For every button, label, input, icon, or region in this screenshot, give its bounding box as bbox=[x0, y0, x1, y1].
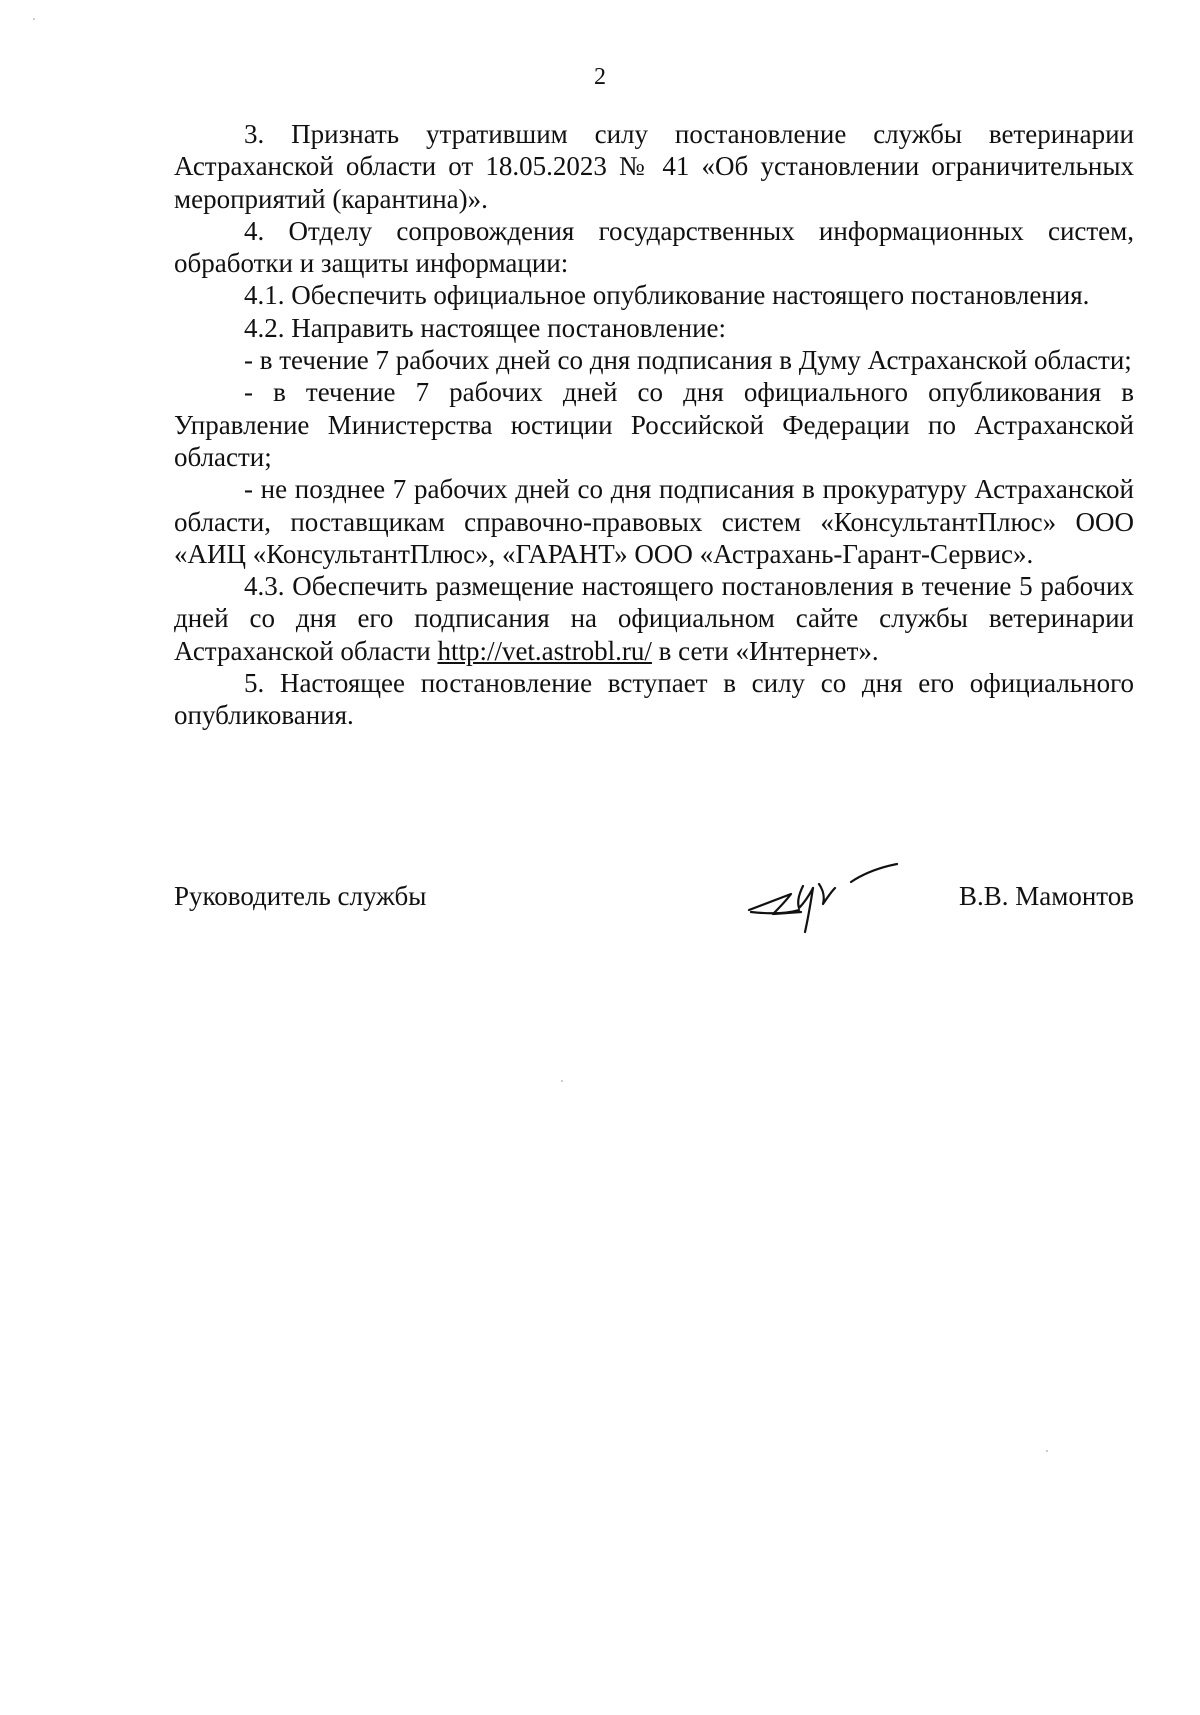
paragraph-4-3-text: 4.3. Обеспечить размещение настоящего постановления в течение 5 рабочих дней со дня его подписания на официальном сайте службы ветеринарии Астраханской области bbox=[174, 571, 1134, 666]
scan-speck bbox=[561, 1080, 563, 1082]
paragraph-4-3 bbox=[174, 570, 1134, 667]
website-link[interactable]: http://vet.astrobl.ru/ bbox=[437, 635, 652, 666]
paragraph-4-2-item-ministry: - в течение 7 рабочих дней со дня официального опубликования в Управление Министерства юстиции Российской Федерации по Астраханской области; bbox=[174, 377, 1134, 472]
scan-speck bbox=[1046, 1450, 1048, 1452]
paragraph-4-2-item-prosecutor: - не позднее 7 рабочих дней со дня подписания в прокуратуру Астраханской области, поставщикам справочно-правовых систем «КонсультантПлюс» ООО «АИЦ «КонсультантПлюс», «ГАРАНТ» ООО «Астрахань-Гарант-Сервис». bbox=[174, 474, 1134, 569]
paragraph-4-3-text-end: в сети «Интернет». bbox=[651, 635, 879, 666]
signature-block bbox=[174, 880, 1134, 960]
paragraph-4-2: 4.2. Направить настоящее постановление: bbox=[244, 312, 727, 343]
signatory-name: В.В. Мамонтов bbox=[959, 881, 1134, 911]
signatory-position: Руководитель службы bbox=[174, 881, 427, 911]
paragraph-3: 3. Признать утратившим силу постановление службы ветеринарии Астраханской области от 18.05.2023 № 41 «Об установлении ограничительных мероприятий (карантина)». bbox=[174, 119, 1134, 214]
paragraph-4-2-item-duma: - в течение 7 рабочих дней со дня подписания в Думу Астраханской области; bbox=[244, 345, 1132, 376]
scan-speck bbox=[33, 18, 35, 20]
paragraph-4: 4. Отделу сопровождения государственных информационных систем, обработки и защиты информации: bbox=[174, 215, 1134, 279]
handwritten-signature bbox=[739, 848, 909, 938]
page-number: 2 bbox=[594, 64, 606, 90]
paragraph-4-1: 4.1. Обеспечить официальное опубликование настоящего постановления. bbox=[244, 280, 1090, 311]
paragraph-5: 5. Настоящее постановление вступает в силу со дня его официального опубликования. bbox=[174, 668, 1134, 731]
document-body bbox=[174, 118, 1134, 732]
